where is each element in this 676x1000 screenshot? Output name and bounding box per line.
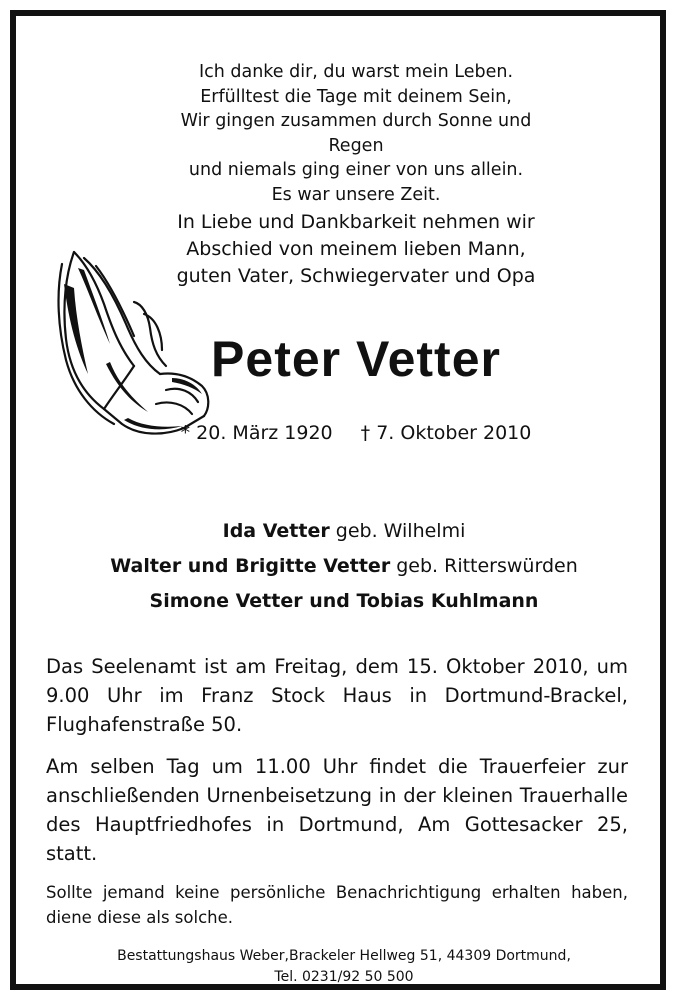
notification-paragraph: Sollte jemand keine persönliche Benachrichtigung erhalten haben, diene diese als solche. [46, 883, 628, 927]
mourners-list [16, 514, 672, 619]
funeral-paragraph: Am selben Tag um 11.00 Uhr findet die Trauerfeier zur anschließenden Urnenbeisetzung in der kleinen Trauerhalle des Hauptfriedhofes in Dortmund, Am Gottesacker 25, statt. [46, 755, 628, 865]
footer-phone: Tel. 0231/92 50 500 [274, 969, 414, 985]
mourner-entry [16, 584, 672, 619]
mourner-suffix: geb. Wilhelmi [329, 520, 466, 542]
poem-line: und niemals ging einer von uns allein. [188, 160, 524, 180]
intro-line: guten Vater, Schwiegervater und Opa [176, 265, 536, 287]
obituary-frame [10, 10, 666, 990]
mourner-name: Ida Vetter [222, 520, 330, 542]
mourner-name: Walter und Brigitte Vetter [110, 555, 391, 577]
poem-line: Ich danke dir, du warst mein Leben. [198, 62, 514, 82]
mourner-suffix: geb. Ritterswürden [390, 555, 578, 577]
intro-line: In Liebe und Dankbarkeit nehmen wir [177, 211, 535, 233]
poem-line: Es war unsere Zeit. [271, 184, 441, 205]
birth-date: * 20. März 1920 [180, 422, 333, 444]
intro-line: Abschied von meinem lieben Mann, [186, 238, 526, 260]
mourner-entry [16, 514, 672, 549]
poem-line: Wir gingen zusammen durch Sonne und Regen [180, 111, 532, 156]
footer-address: Bestattungshaus Weber,Brackeler Hellweg 51, 44309 Dortmund, [117, 948, 571, 964]
poem [166, 60, 546, 207]
life-dates [166, 418, 546, 448]
poem-line: Erfülltest die Tage mit deinem Sein, [200, 86, 512, 107]
requiem-paragraph: Das Seelenamt ist am Freitag, dem 15. Oktober 2010, um 9.00 Uhr im Franz Stock Haus in Dortmund-Brackel, Flughafenstraße 50. [46, 655, 628, 736]
deceased-name: Peter Vetter [211, 331, 501, 387]
mourner-entry [16, 549, 672, 584]
funeral-home-footer [16, 946, 672, 988]
intro-text [166, 209, 546, 290]
mourner-name: Simone Vetter und Tobias Kuhlmann [149, 590, 539, 612]
death-date: † 7. Oktober 2010 [360, 422, 532, 444]
